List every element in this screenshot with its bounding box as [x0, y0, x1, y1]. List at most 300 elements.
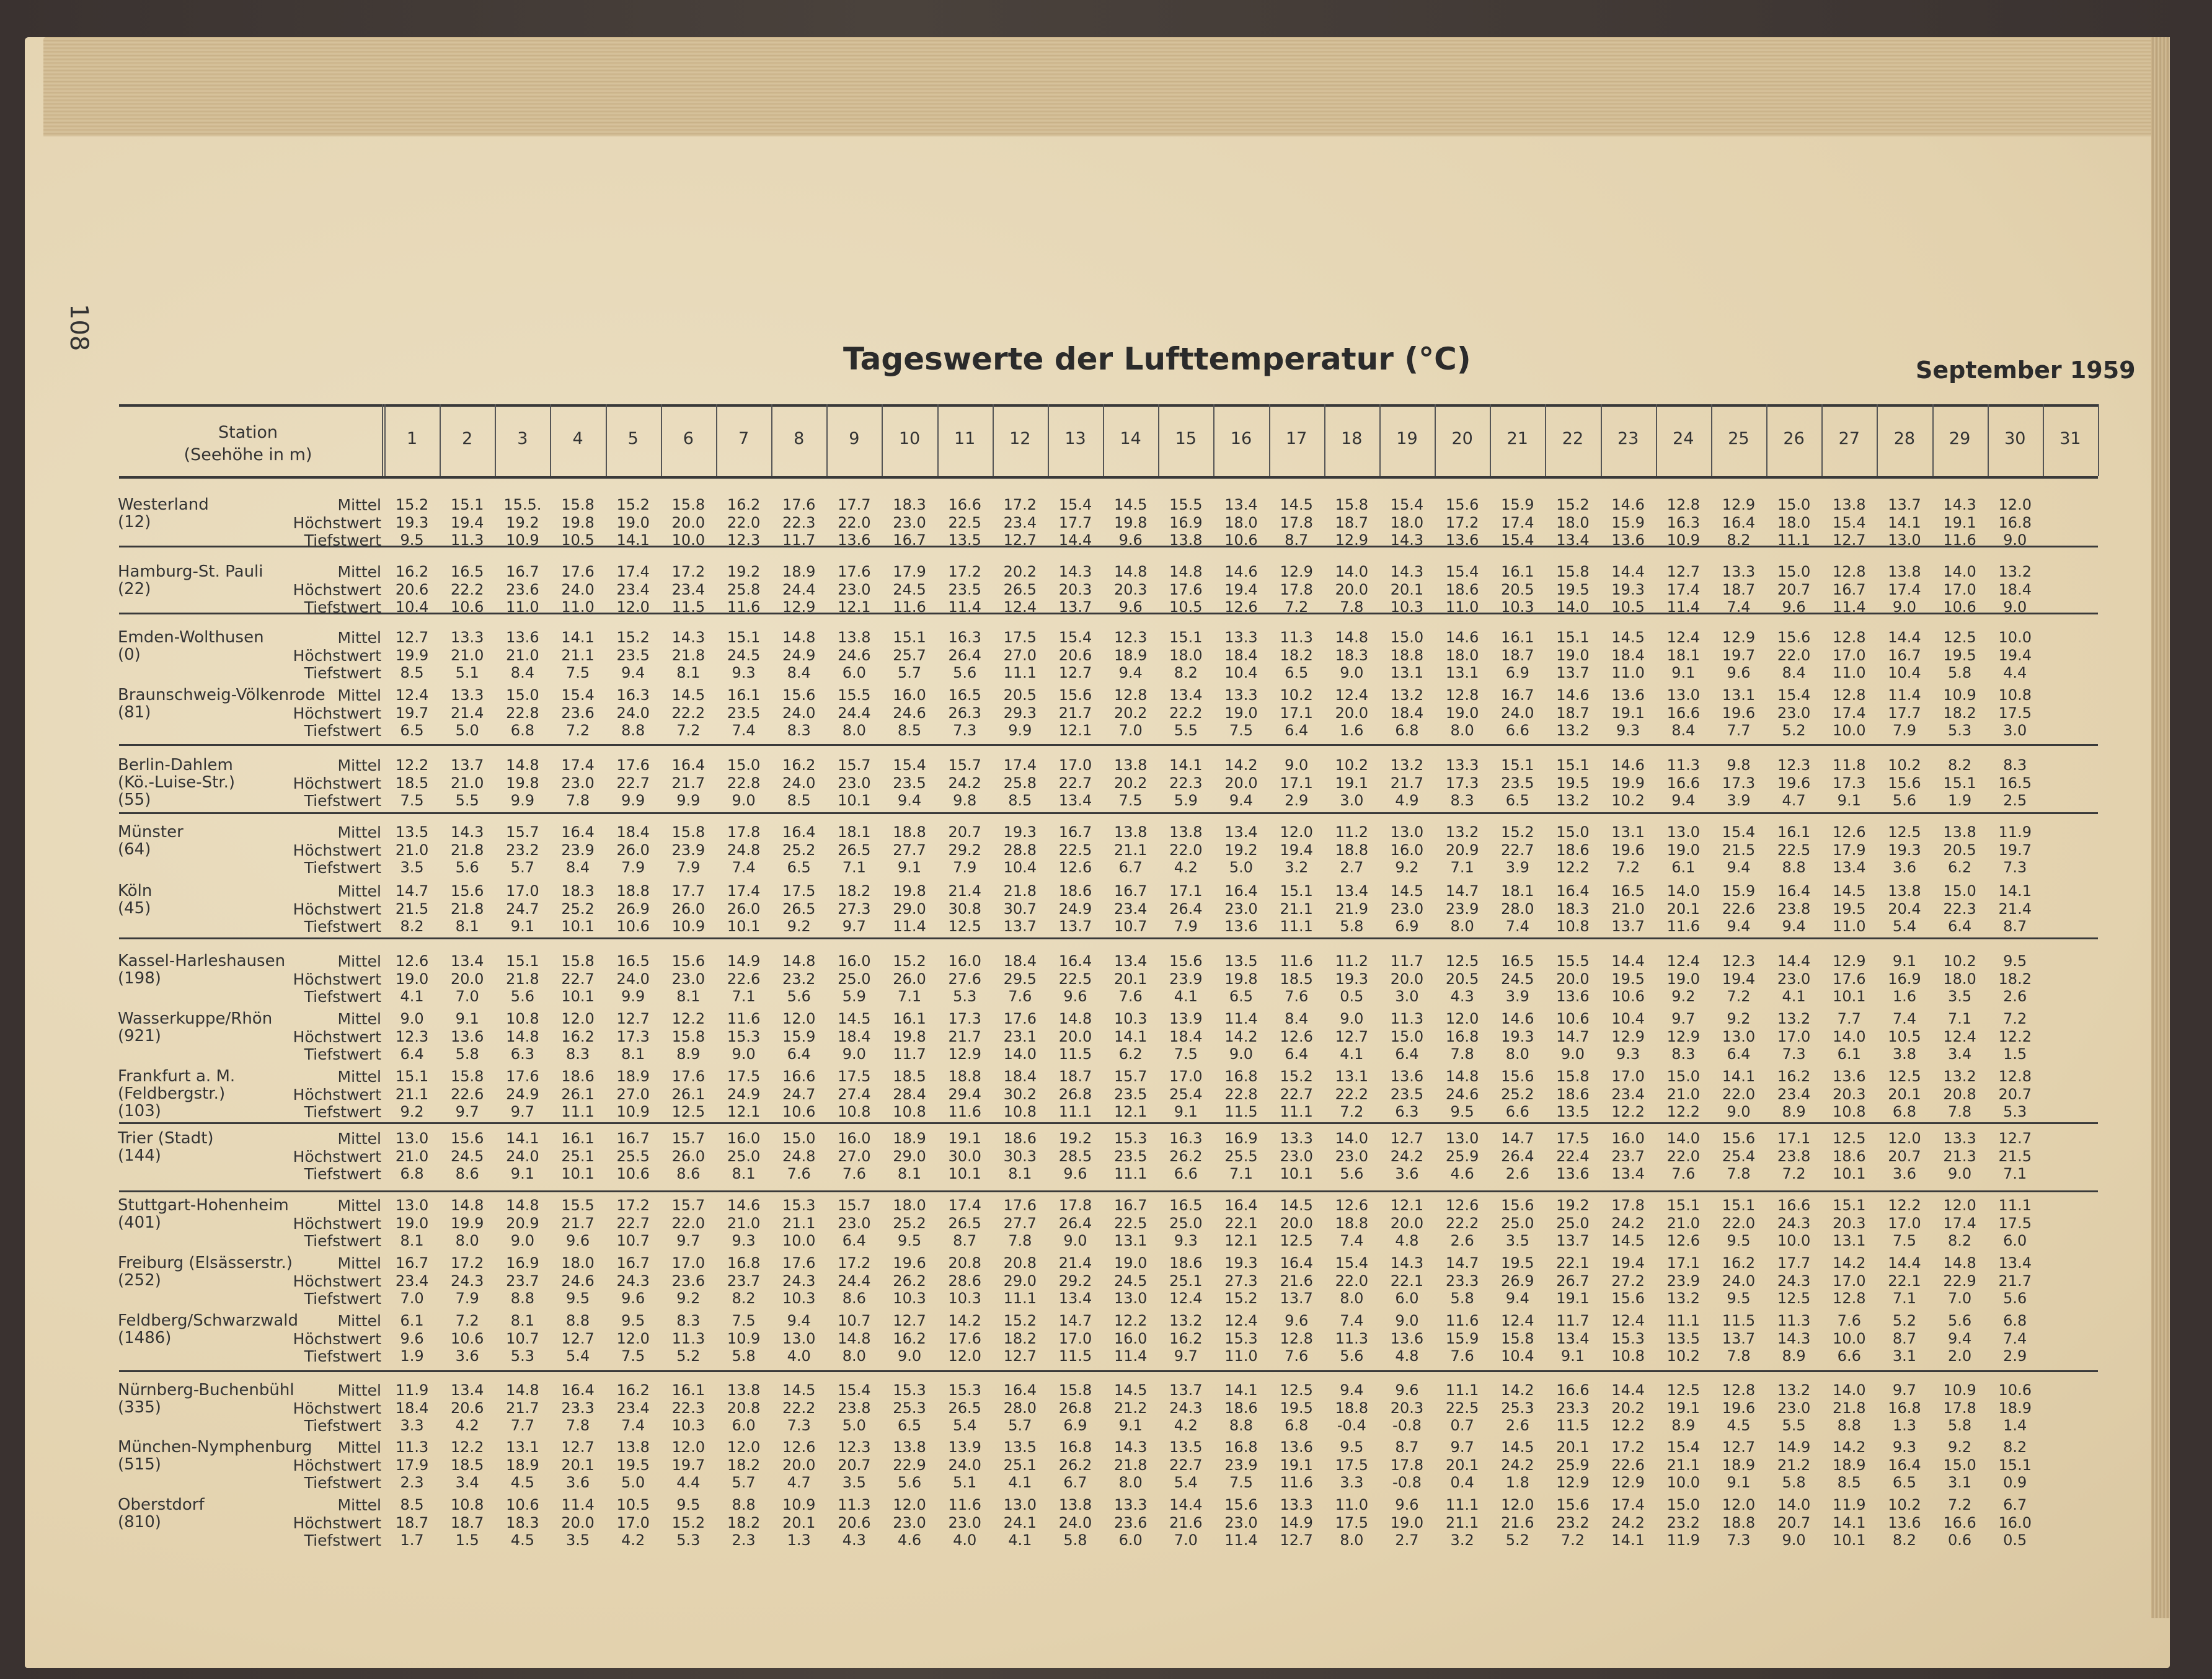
- table-cell: 18.4: [838, 1027, 871, 1045]
- row-label: Tiefstwert: [304, 1232, 381, 1250]
- table-cell: 8.7: [1285, 531, 1309, 549]
- table-cell: 22.7: [1280, 1085, 1313, 1103]
- table-cell: 26.5: [838, 841, 871, 859]
- table-cell: 20.1: [1888, 1085, 1921, 1103]
- table-cell: 11.1: [1777, 531, 1811, 549]
- table-cell: 4.3: [842, 1531, 866, 1549]
- table-cell: 22.5: [1058, 841, 1092, 859]
- table-cell: 12.0: [1943, 1197, 1976, 1214]
- table-cell: 19.7: [395, 704, 429, 722]
- row-label: Mittel: [337, 629, 381, 647]
- table-cell: 11.4: [1113, 1347, 1148, 1365]
- table-cell: 10.1: [561, 988, 595, 1005]
- table-cell: 17.9: [893, 563, 926, 580]
- table-cell: 13.6: [1833, 1068, 1866, 1085]
- table-cell: 23.5: [616, 646, 650, 664]
- table-cell: 5.2: [1892, 1312, 1916, 1329]
- table-cell: 15.1: [727, 629, 761, 646]
- table-cell: 15.6: [1445, 496, 1479, 513]
- table-cell: 6.0: [2003, 1232, 2027, 1249]
- table-cell: 23.6: [506, 580, 539, 598]
- table-cell: 7.4: [732, 722, 756, 739]
- table-cell: 22.6: [1722, 900, 1756, 918]
- table-cell: 7.0: [1174, 1531, 1198, 1549]
- table-cell: 10.9: [1943, 686, 1976, 704]
- table-cell: 13.2: [1998, 563, 2032, 580]
- table-cell: 24.2: [1390, 1147, 1424, 1165]
- table-cell: 12.3: [1722, 952, 1756, 970]
- table-cell: 20.8: [1943, 1085, 1976, 1103]
- table-cell: 11.1: [1445, 1496, 1479, 1513]
- table-cell: 16.4: [561, 1381, 595, 1399]
- table-cell: 7.3: [953, 722, 977, 739]
- table-cell: 12.7: [561, 1438, 595, 1456]
- table-cell: 17.4: [727, 882, 761, 900]
- table-cell: 5.7: [732, 1474, 756, 1491]
- table-cell: 13.4: [1058, 792, 1092, 809]
- table-cell: 5.3: [953, 988, 977, 1005]
- table-cell: 13.0: [1666, 823, 1700, 841]
- table-cell: 17.1: [1280, 704, 1313, 722]
- table-cell: 11.3: [451, 531, 484, 549]
- table-cell: 21.5: [395, 900, 429, 918]
- table-cell: 11.7: [1390, 952, 1424, 970]
- table-cell: 6.5: [787, 859, 811, 876]
- table-cell: 22.0: [1666, 1147, 1700, 1165]
- table-cell: 9.4: [1671, 792, 1696, 809]
- table-cell: 25.0: [1501, 1214, 1534, 1232]
- table-cell: 18.8: [1335, 1399, 1369, 1417]
- table-cell: 13.2: [1666, 1290, 1700, 1307]
- table-cell: 8.5: [1837, 1474, 1861, 1491]
- row-label: Tiefstwert: [304, 988, 381, 1006]
- table-cell: 14.3: [671, 629, 706, 646]
- table-cell: 9.0: [1892, 598, 1916, 616]
- table-cell: 6.4: [1285, 1045, 1309, 1063]
- table-cell: 9.6: [1782, 598, 1806, 616]
- table-cell: 20.4: [1888, 900, 1921, 918]
- table-cell: 18.6: [561, 1068, 595, 1085]
- table-cell: 21.4: [451, 704, 484, 722]
- table-cell: 2.6: [1505, 1417, 1529, 1434]
- table-cell: 6.1: [400, 1312, 424, 1329]
- table-cell: 20.8: [727, 1399, 761, 1417]
- table-cell: 15.6: [1501, 1197, 1534, 1214]
- table-cell: 8.5: [400, 664, 424, 681]
- table-cell: 7.7: [510, 1417, 534, 1434]
- table-cell: 16.0: [1611, 1130, 1645, 1147]
- table-cell: 6.4: [1948, 918, 1972, 935]
- table-cell: 9.6: [1063, 988, 1087, 1005]
- day-header: 15: [1175, 429, 1197, 448]
- table-cell: 19.3: [1888, 841, 1921, 859]
- table-cell: 13.4: [1113, 952, 1148, 970]
- table-cell: 22.2: [671, 704, 706, 722]
- table-cell: 10.0: [1666, 1474, 1700, 1491]
- day-header: 25: [1728, 429, 1750, 448]
- table-cell: 5.0: [455, 722, 479, 739]
- table-cell: 14.0: [1335, 1130, 1369, 1147]
- table-cell: 8.9: [1782, 1103, 1806, 1120]
- table-cell: 6.2: [1118, 1045, 1143, 1063]
- table-cell: 13.0: [1390, 823, 1424, 841]
- table-cell: 14.8: [506, 1197, 539, 1214]
- table-cell: 13.8: [1169, 823, 1203, 841]
- table-cell: 13.3: [1722, 563, 1756, 580]
- table-cell: 18.9: [1833, 1456, 1866, 1474]
- table-cell: 10.5: [616, 1496, 650, 1513]
- table-cell: 10.1: [561, 1165, 595, 1182]
- table-cell: 10.6: [506, 1496, 539, 1513]
- table-cell: 18.3: [561, 882, 595, 900]
- table-cell: 9.7: [842, 918, 866, 935]
- table-cell: 2.0: [1948, 1347, 1972, 1365]
- table-cell: 12.8: [1280, 1329, 1313, 1347]
- table-cell: 24.3: [1777, 1272, 1811, 1290]
- table-cell: 16.6: [1666, 774, 1700, 792]
- table-cell: 23.7: [506, 1272, 539, 1290]
- table-cell: 17.5: [1556, 1130, 1590, 1147]
- table-cell: 5.0: [621, 1474, 645, 1491]
- table-cell: 14.5: [1390, 882, 1424, 900]
- table-cell: 9.0: [2003, 598, 2027, 616]
- table-cell: 11.5: [1556, 1417, 1590, 1434]
- table-cell: 9.0: [1948, 1165, 1972, 1182]
- table-cell: 1.9: [400, 1347, 424, 1365]
- table-cell: 10.5: [1611, 598, 1645, 616]
- table-cell: 11.1: [1998, 1197, 2032, 1214]
- table-cell: 7.2: [1616, 859, 1640, 876]
- table-cell: 9.6: [400, 1329, 424, 1347]
- table-cell: 14.9: [1280, 1513, 1313, 1531]
- table-cell: 23.0: [893, 1513, 926, 1531]
- table-cell: 15.1: [506, 952, 539, 970]
- table-cell: 22.2: [451, 580, 484, 598]
- table-cell: 15.0: [1390, 1027, 1424, 1045]
- table-cell: 20.6: [1058, 646, 1092, 664]
- table-cell: 15.2: [671, 1513, 706, 1531]
- table-cell: 12.3: [727, 531, 761, 549]
- table-cell: 6.7: [1118, 859, 1143, 876]
- table-cell: 8.2: [1948, 1232, 1972, 1249]
- table-cell: 10.8: [451, 1496, 484, 1513]
- table-cell: 23.3: [561, 1399, 595, 1417]
- table-cell: 27.0: [616, 1085, 650, 1103]
- day-header: 16: [1230, 429, 1252, 448]
- table-cell: 4.6: [897, 1531, 922, 1549]
- table-cell: 26.4: [1169, 900, 1203, 918]
- table-cell: 26.5: [1003, 580, 1037, 598]
- table-cell: 24.9: [506, 1085, 539, 1103]
- table-cell: 4.4: [2003, 664, 2027, 681]
- table-cell: 9.2: [1671, 988, 1696, 1005]
- table-cell: 17.2: [616, 1197, 650, 1214]
- table-cell: 24.6: [1445, 1085, 1479, 1103]
- table-cell: 21.8: [506, 970, 539, 988]
- table-cell: 15.8: [671, 1027, 706, 1045]
- table-cell: 27.7: [893, 841, 926, 859]
- table-cell: 10.5: [561, 531, 595, 549]
- table-cell: 15.4: [1833, 513, 1866, 531]
- table-cell: 24.5: [1113, 1272, 1148, 1290]
- table-cell: 10.5: [1888, 1027, 1921, 1045]
- table-cell: 13.6: [1280, 1438, 1313, 1456]
- table-cell: 7.1: [897, 988, 922, 1005]
- table-cell: 12.5: [671, 1103, 706, 1120]
- table-cell: 21.4: [1058, 1254, 1092, 1272]
- table-cell: 1.6: [1340, 722, 1364, 739]
- table-cell: 23.4: [1611, 1085, 1645, 1103]
- table-cell: 11.0: [1833, 664, 1866, 681]
- table-cell: 14.0: [1666, 882, 1700, 900]
- table-cell: 5.8: [1063, 1531, 1087, 1549]
- table-cell: 10.7: [616, 1232, 650, 1249]
- table-cell: 7.5: [400, 792, 424, 809]
- station-name: Westerland (12): [118, 495, 209, 531]
- table-cell: 13.4: [1556, 531, 1590, 549]
- table-cell: 7.2: [1782, 1165, 1806, 1182]
- table-cell: 13.6: [1556, 1165, 1590, 1182]
- table-cell: 19.3: [1611, 580, 1645, 598]
- table-cell: 21.5: [1998, 1147, 2032, 1165]
- table-cell: 14.6: [1501, 1010, 1534, 1027]
- table-cell: 20.1: [561, 1456, 595, 1474]
- table-cell: 20.0: [1556, 970, 1590, 988]
- table-cell: 17.4: [1666, 580, 1700, 598]
- row-label: Höchstwert: [293, 1399, 381, 1417]
- table-cell: 15.1: [1169, 629, 1203, 646]
- table-cell: 16.1: [1501, 629, 1534, 646]
- day-header: 1: [406, 429, 418, 448]
- table-cell: 14.6: [727, 1197, 761, 1214]
- table-cell: 13.5: [395, 823, 429, 841]
- table-cell: 2.7: [1340, 859, 1364, 876]
- table-cell: 7.4: [732, 859, 756, 876]
- table-cell: 23.9: [1445, 900, 1479, 918]
- table-cell: 5.2: [1782, 722, 1806, 739]
- table-cell: 12.7: [395, 629, 429, 646]
- table-cell: 10.2: [1611, 792, 1645, 809]
- table-cell: 19.1: [1335, 774, 1369, 792]
- table-cell: 18.2: [1998, 970, 2032, 988]
- table-cell: 15.3: [727, 1027, 761, 1045]
- table-cell: 6.1: [1671, 859, 1696, 876]
- table-cell: 15.4: [1722, 823, 1756, 841]
- table-cell: 14.2: [1501, 1381, 1534, 1399]
- table-cell: 3.1: [1948, 1474, 1972, 1491]
- table-cell: 13.1: [506, 1438, 539, 1456]
- table-cell: 19.0: [1445, 704, 1479, 722]
- table-cell: 11.3: [1777, 1312, 1811, 1329]
- table-cell: 13.2: [1943, 1068, 1976, 1085]
- table-cell: 1.7: [400, 1531, 424, 1549]
- table-cell: 6.6: [1505, 1103, 1529, 1120]
- table-cell: 7.2: [565, 722, 590, 739]
- table-cell: 12.4: [1943, 1027, 1976, 1045]
- table-cell: 15.7: [948, 756, 981, 774]
- table-cell: 10.8: [1003, 1103, 1037, 1120]
- table-cell: 11.9: [1833, 1496, 1866, 1513]
- table-cell: 10.2: [1335, 756, 1369, 774]
- table-cell: 10.4: [1501, 1347, 1534, 1365]
- table-cell: 13.4: [1224, 496, 1258, 513]
- table-cell: 12.2: [1611, 1417, 1645, 1434]
- table-cell: 13.0: [1445, 1130, 1479, 1147]
- table-cell: 10.3: [671, 1417, 706, 1434]
- table-cell: 20.5: [1943, 841, 1976, 859]
- table-cell: 20.8: [1003, 1254, 1037, 1272]
- table-cell: 20.3: [1058, 580, 1092, 598]
- table-cell: 16.7: [893, 531, 926, 549]
- table-cell: 7.5: [1118, 792, 1143, 809]
- table-cell: 12.7: [1998, 1130, 2032, 1147]
- table-cell: 9.0: [1395, 1312, 1419, 1329]
- table-cell: 26.9: [616, 900, 650, 918]
- table-cell: 5.2: [676, 1347, 701, 1365]
- row-label: Tiefstwert: [304, 1531, 381, 1549]
- table-cell: 5.2: [1505, 1531, 1529, 1549]
- table-cell: 1.5: [455, 1531, 479, 1549]
- row-label: Tiefstwert: [304, 1347, 381, 1365]
- table-cell: 17.1: [1169, 882, 1203, 900]
- table-cell: 10.1: [561, 918, 595, 935]
- table-cell: 11.5: [1058, 1045, 1092, 1063]
- table-cell: 13.7: [1058, 918, 1092, 935]
- table-cell: 15.3: [948, 1381, 981, 1399]
- table-cell: 11.6: [1280, 952, 1313, 970]
- table-cell: 14.7: [1556, 1027, 1590, 1045]
- table-cell: 22.1: [1224, 1214, 1258, 1232]
- table-cell: 28.0: [1003, 1399, 1037, 1417]
- table-cell: 26.8: [1058, 1085, 1092, 1103]
- table-cell: 14.4: [1611, 1381, 1645, 1399]
- table-cell: 20.2: [1611, 1399, 1645, 1417]
- table-cell: 15.1: [1501, 756, 1534, 774]
- table-cell: 3.0: [1395, 988, 1419, 1005]
- table-cell: 10.9: [727, 1329, 761, 1347]
- table-cell: 10.4: [1224, 664, 1258, 681]
- table-cell: 8.4: [1671, 722, 1696, 739]
- table-cell: 23.6: [671, 1272, 706, 1290]
- table-cell: 13.7: [1611, 918, 1645, 935]
- table-cell: 13.8: [1888, 882, 1921, 900]
- table-cell: 16.7: [616, 1254, 650, 1272]
- table-cell: 10.8: [838, 1103, 871, 1120]
- table-cell: 9.1: [1118, 1417, 1143, 1434]
- table-cell: 7.8: [1948, 1103, 1972, 1120]
- row-label: Mittel: [337, 1068, 381, 1086]
- table-cell: 11.1: [1113, 1165, 1148, 1182]
- table-cell: 20.6: [838, 1513, 871, 1531]
- table-cell: 16.2: [1169, 1329, 1203, 1347]
- row-label: Höchstwert: [293, 580, 381, 599]
- table-cell: 20.7: [1888, 1147, 1921, 1165]
- table-cell: 13.3: [1943, 1130, 1976, 1147]
- table-cell: 11.0: [1833, 918, 1866, 935]
- table-cell: 2.6: [2003, 988, 2027, 1005]
- table-cell: 24.0: [506, 1147, 539, 1165]
- table-cell: 22.7: [1169, 1456, 1203, 1474]
- table-cell: 28.0: [1501, 900, 1534, 918]
- table-cell: 26.5: [948, 1214, 981, 1232]
- table-cell: 22.7: [561, 970, 595, 988]
- table-cell: 24.0: [1501, 704, 1534, 722]
- table-cell: 15.4: [1445, 563, 1479, 580]
- table-cell: 18.7: [451, 1513, 484, 1531]
- table-cell: 11.5: [1722, 1312, 1756, 1329]
- table-cell: 22.0: [727, 513, 761, 531]
- table-cell: 15.4: [1777, 686, 1811, 704]
- table-cell: 4.1: [1782, 988, 1806, 1005]
- table-cell: 17.5: [1335, 1513, 1369, 1531]
- row-label: Tiefstwert: [304, 1165, 381, 1183]
- table-cell: 10.6: [1611, 988, 1645, 1005]
- table-cell: 24.4: [838, 1272, 871, 1290]
- table-cell: 6.0: [1395, 1290, 1419, 1307]
- table-cell: 7.4: [1340, 1232, 1364, 1249]
- table-cell: 19.2: [1556, 1197, 1590, 1214]
- table-cell: 6.4: [842, 1232, 866, 1249]
- table-cell: 24.3: [782, 1272, 816, 1290]
- row-label: Mittel: [337, 823, 381, 841]
- table-cell: 23.0: [1224, 1513, 1258, 1531]
- table-cell: 25.4: [1169, 1085, 1203, 1103]
- table-cell: 16.0: [1998, 1513, 2032, 1531]
- table-cell: 18.8: [1335, 1214, 1369, 1232]
- table-cell: 12.0: [1888, 1130, 1921, 1147]
- table-cell: 9.4: [1505, 1290, 1529, 1307]
- table-cell: 19.2: [1224, 841, 1258, 859]
- table-cell: 12.5: [1833, 1130, 1866, 1147]
- table-cell: 24.3: [451, 1272, 484, 1290]
- page-month: September 1959: [1916, 357, 2136, 384]
- table-cell: 13.7: [1888, 496, 1921, 513]
- table-cell: 7.9: [1174, 918, 1198, 935]
- table-cell: 14.1: [1722, 1068, 1756, 1085]
- table-cell: 23.9: [561, 841, 595, 859]
- table-cell: 7.2: [1727, 988, 1751, 1005]
- table-cell: 5.1: [953, 1474, 977, 1491]
- table-cell: 16.0: [838, 952, 871, 970]
- table-cell: 30.7: [1003, 900, 1037, 918]
- table-cell: 14.1: [1169, 756, 1203, 774]
- table-cell: 4.0: [953, 1531, 977, 1549]
- table-cell: 24.9: [782, 646, 816, 664]
- table-cell: 16.8: [1888, 1399, 1921, 1417]
- table-cell: 16.3: [616, 686, 650, 704]
- table-cell: 7.2: [1285, 598, 1309, 616]
- table-cell: 18.2: [727, 1513, 761, 1531]
- table-cell: 16.9: [1888, 970, 1921, 988]
- table-cell: 12.8: [1833, 686, 1866, 704]
- table-cell: 17.0: [1833, 1272, 1866, 1290]
- table-cell: 23.8: [1777, 1147, 1811, 1165]
- table-cell: 9.5: [1727, 1290, 1751, 1307]
- table-cell: 22.5: [948, 513, 981, 531]
- table-cell: 23.8: [838, 1399, 871, 1417]
- table-cell: 23.3: [1445, 1272, 1479, 1290]
- table-cell: 15.8: [671, 823, 706, 841]
- table-cell: 19.9: [451, 1214, 484, 1232]
- station-name: Berlin-Dahlem (Kö.-Luise-Str.) (55): [118, 756, 236, 809]
- table-cell: 18.0: [1224, 513, 1258, 531]
- table-cell: 11.6: [1943, 531, 1976, 549]
- table-cell: 13.0: [395, 1130, 429, 1147]
- table-cell: 7.6: [842, 1165, 866, 1182]
- table-cell: 4.8: [1395, 1347, 1419, 1365]
- table-cell: 21.0: [451, 646, 484, 664]
- table-cell: 25.1: [561, 1147, 595, 1165]
